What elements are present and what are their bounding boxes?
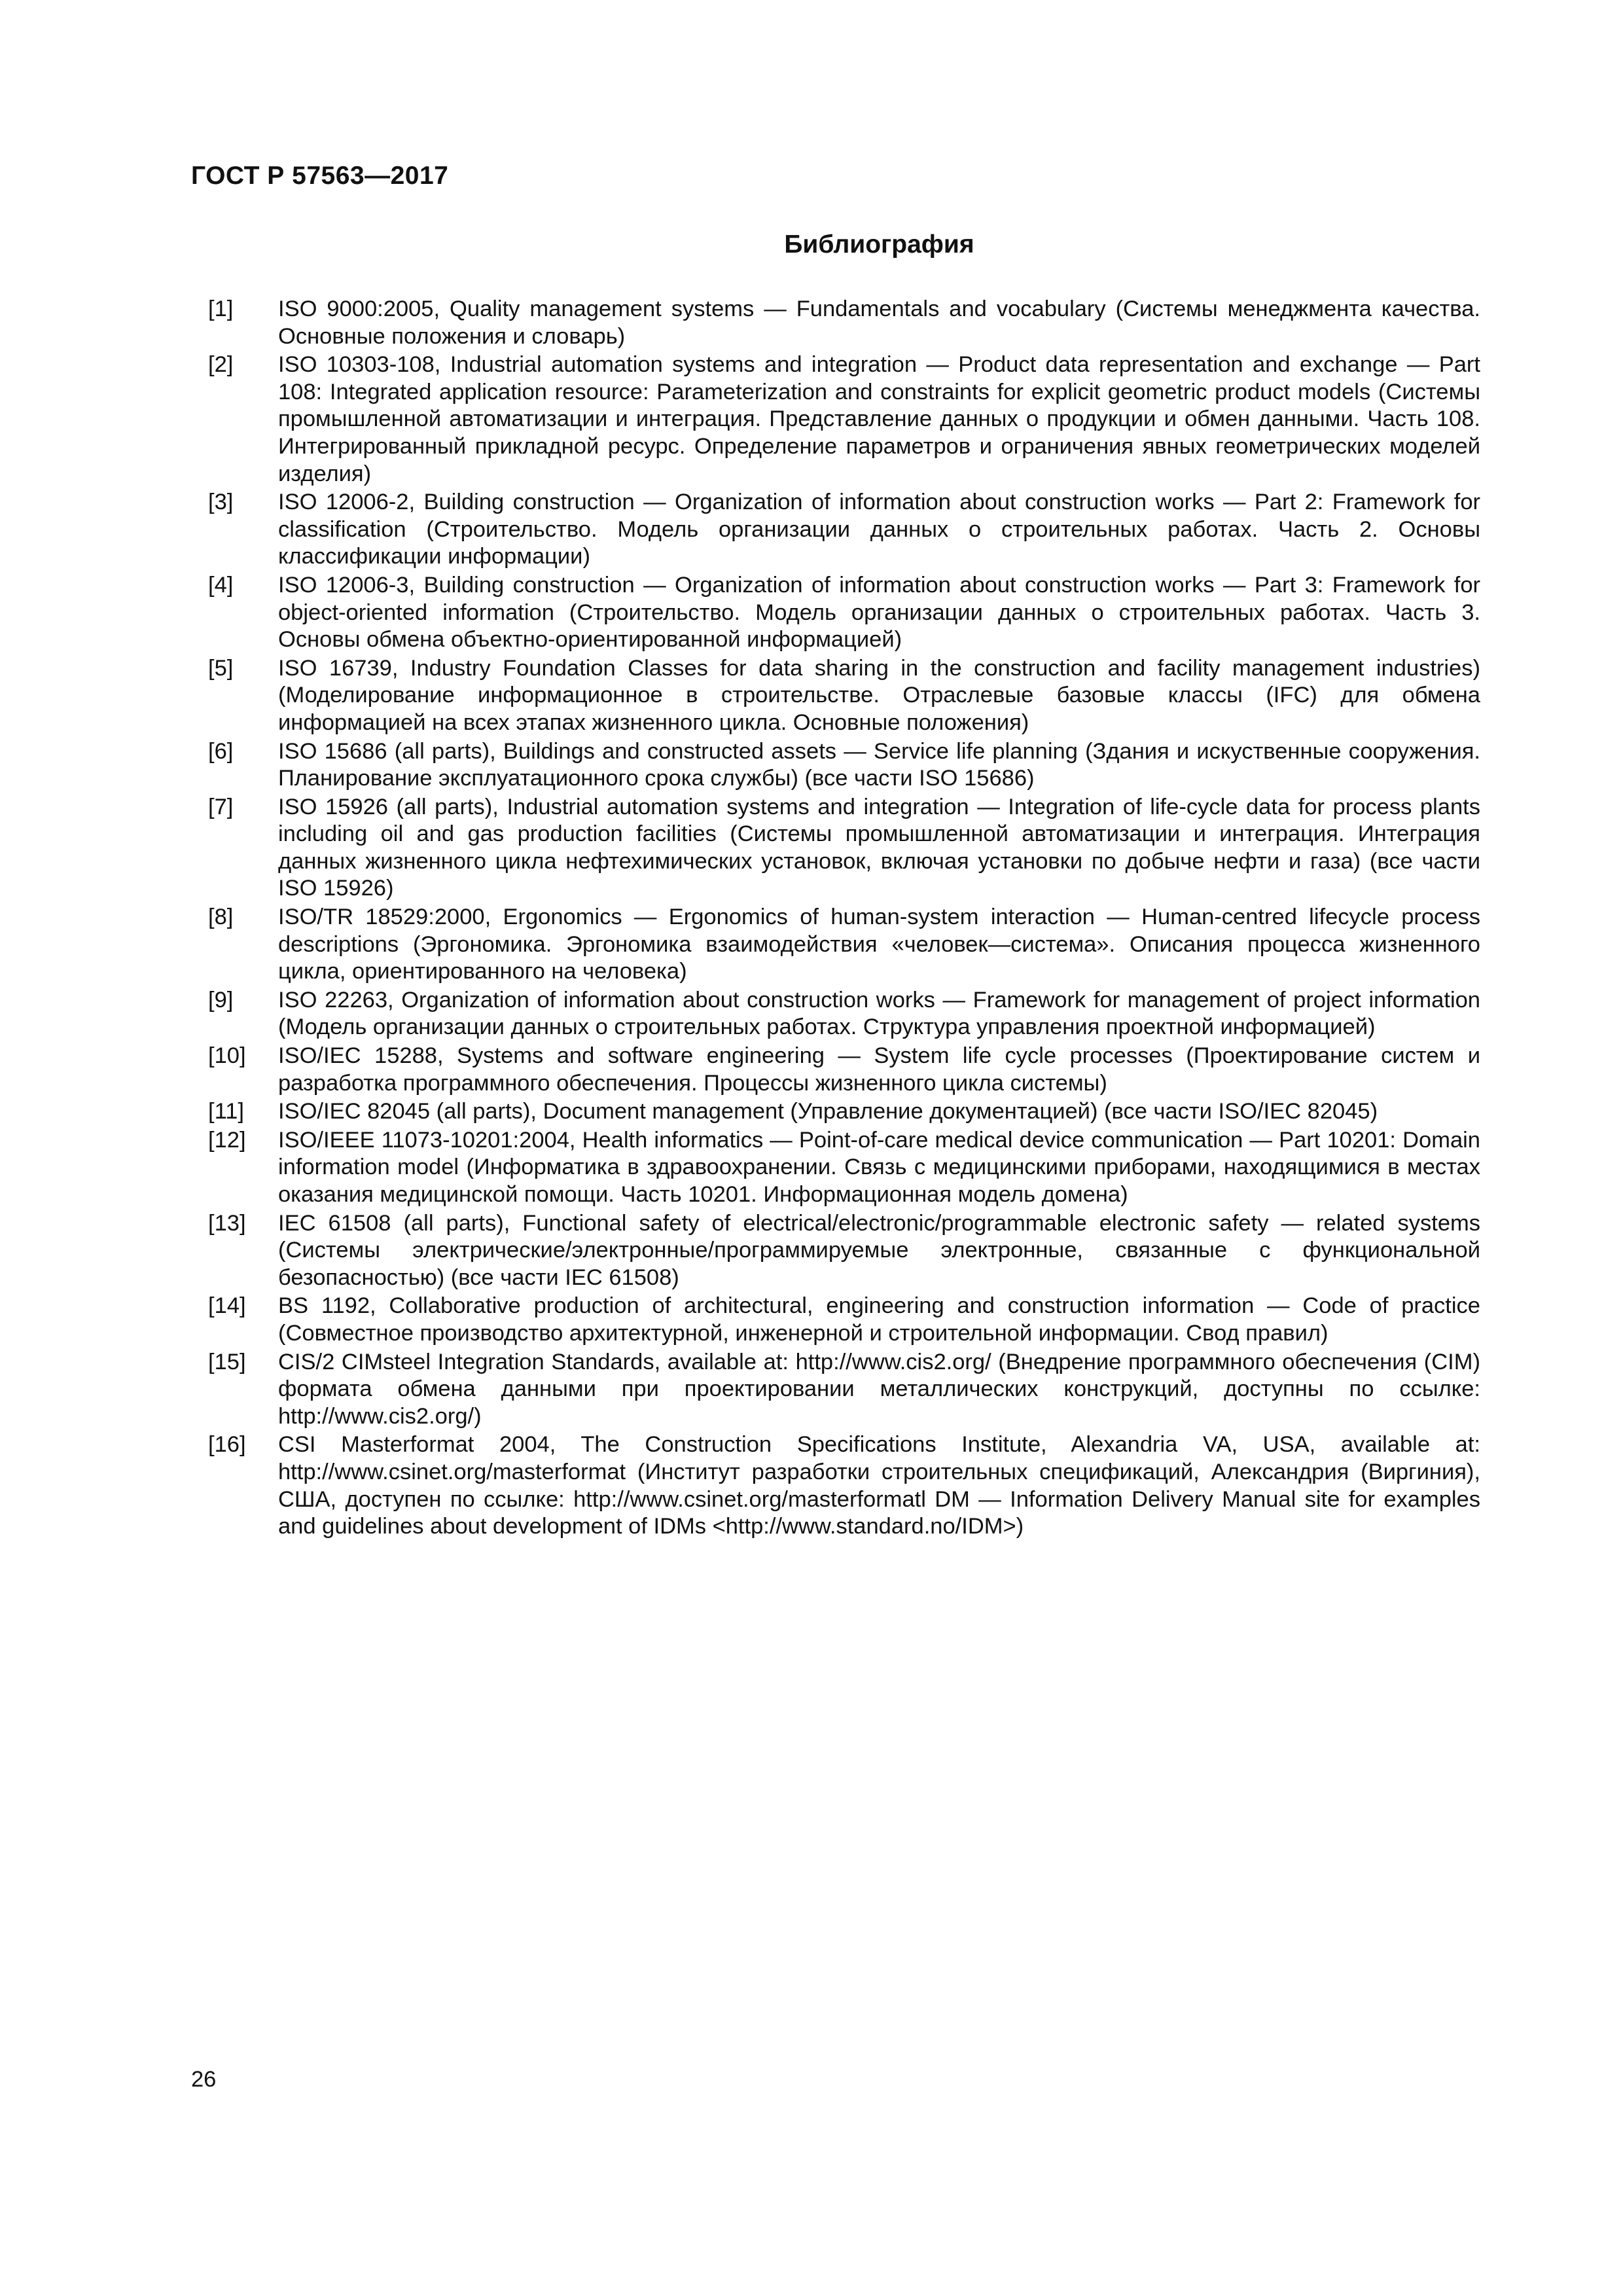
bibliography-entry [191, 489, 1480, 571]
entry-text: ISO 15926 (all parts), Industrial automation systems and integration — Integration of life-cycle data for process plants including oil and gas production facilities (Системы промышленной автоматизации и интеграция. Интеграция данных жизненного цикла нефтехимических установок, включая установки по добыче нефти и газа) (все части ISO 15926) [278, 794, 1480, 901]
entry-text: ISO/IEEE 11073-10201:2004, Health informatics — Point-of-care medical device communication — Part 10201: Domain information model (Информатика в здравоохранении. Связь с медицинскими приборами, находящимися в местах оказания медицинской помощи. Часть 10201. Информационная модель домена) [278, 1127, 1480, 1207]
entry-text: CSI Masterformat 2004, The Construction Specifications Institute, Alexandria VA, USA, available at: http://www.csinet.org/masterformat (Институт разработки строительных спецификаций, Александрия (Виргиния), США, доступен по ссылке: http://www.csinet.org/masterformatl DM — Information Delivery Manual site for examples and guidelines about development of IDMs <http://www.standard.no/IDM>) [278, 1432, 1480, 1539]
bibliography-entry [191, 794, 1480, 903]
entry-text: IEC 61508 (all parts), Functional safety of electrical/electronic/programmable electronic safety — related systems (Системы электрические/электронные/программируемые электронные, связанные с функциональной безопасностью) (все части IEC 61508) [278, 1210, 1480, 1290]
bibliography-entry [191, 738, 1480, 793]
bibliography-entry [191, 1293, 1480, 1347]
page-number: 26 [191, 2067, 217, 2092]
bibliography-entry [191, 655, 1480, 737]
entry-number: [7] [208, 794, 234, 819]
entry-number: [9] [208, 987, 234, 1013]
entry-number: [6] [208, 738, 234, 764]
bibliography-entry [191, 904, 1480, 986]
entry-text: ISO 10303-108, Industrial automation systems and integration — Product data representation and exchange — Part 108: Integrated application resource: Parameterization and constraints for explicit geometric product models (Системы промышленной автоматизации и интеграция. Представление данных о продукции и обмен данными. Часть 108. Интегрированный прикладной ресурс. Определение параметров и ограничения явных геометрических моделей изделия) [278, 352, 1480, 486]
entry-text: ISO 9000:2005, Quality management systems — Fundamentals and vocabulary (Системы менеджмента качества. Основные положения и словарь) [278, 296, 1480, 349]
entry-number: [16] [208, 1432, 246, 1458]
entry-text: CIS/2 CIMsteel Integration Standards, available at: http://www.cis2.org/ (Внедрение программного обеспечения (CIM) формата обмена данными при проектировании металлических конструкций, доступны по ссылке: http://www.cis2.org/) [278, 1349, 1480, 1429]
bibliography-entry [191, 1349, 1480, 1431]
bibliography-entry [191, 572, 1480, 654]
entry-number: [12] [208, 1127, 246, 1153]
entry-number: [15] [208, 1349, 246, 1374]
entry-number: [3] [208, 490, 234, 515]
bibliography-entry [191, 987, 1480, 1041]
entry-number: [11] [208, 1099, 244, 1124]
entry-number: [1] [208, 296, 234, 321]
entry-text: ISO 15686 (all parts), Buildings and constructed assets — Service life planning (Здания и искуственные сооружения. Планирование эксплуатационного срока службы) (все части ISO 15686) [278, 738, 1480, 791]
entry-text: ISO/IEC 15288, Systems and software engineering — System life cycle processes (Проектирование систем и разработка программного обеспечения. Процессы жизненного цикла системы) [278, 1043, 1480, 1096]
entry-number: [10] [208, 1043, 246, 1069]
entry-text: ISO/IEC 82045 (all parts), Document management (Управление документацией) (все части ISO/IEC 82045) [278, 1099, 1378, 1124]
bibliography-entry [191, 1098, 1480, 1126]
entry-text: ISO 22263, Organization of information about construction works — Framework for management of project information (Модель организации данных о строительных работах. Структура управления проектной информацией) [278, 987, 1480, 1040]
entry-text: ISO 12006-2, Building construction — Organization of information about construction works — Part 2: Framework for classification (Строительство. Модель организации данных о строительных работах. Часть 2. Основы классификации информации) [278, 490, 1480, 569]
bibliography-entry [191, 351, 1480, 488]
bibliography-list [191, 296, 1480, 1542]
bibliography-entry [191, 1210, 1480, 1292]
bibliography-entry [191, 1127, 1480, 1209]
entry-number: [2] [208, 352, 234, 378]
entry-number: [8] [208, 905, 234, 930]
document-header: ГОСТ Р 57563—2017 [191, 162, 449, 190]
page-title: Библиография [784, 230, 974, 259]
entry-text: ISO 12006-3, Building construction — Organization of information about construction works — Part 3: Framework for object-oriented information (Строительство. Модель организации данных о строительных работах. Часть 3. Основы обмена объектно-ориентированной информацией) [278, 572, 1480, 653]
entry-text: ISO/TR 18529:2000, Ergonomics — Ergonomics of human-system interaction — Human-centred lifecycle process descriptions (Эргономика. Эргономика взаимодействия «человек—система». Описания процесса жизненного цикла, ориентированного на человека) [278, 905, 1480, 984]
entry-number: [5] [208, 655, 234, 681]
entry-number: [14] [208, 1293, 246, 1319]
bibliography-entry [191, 296, 1480, 350]
entry-text: BS 1192, Collaborative production of architectural, engineering and construction information — Code of practice (Совместное производство архитектурной, инженерной и строительной информации. Свод правил) [278, 1293, 1480, 1346]
entry-number: [4] [208, 572, 234, 598]
entry-number: [13] [208, 1210, 246, 1236]
entry-text: ISO 16739, Industry Foundation Classes for data sharing in the construction and facility management industries) (Моделирование информационное в строительстве. Отраслевые базовые классы (IFC) для обмена информацией на всех этапах жизненного цикла. Основные положения) [278, 655, 1480, 735]
bibliography-entry [191, 1043, 1480, 1097]
bibliography-entry [191, 1431, 1480, 1540]
